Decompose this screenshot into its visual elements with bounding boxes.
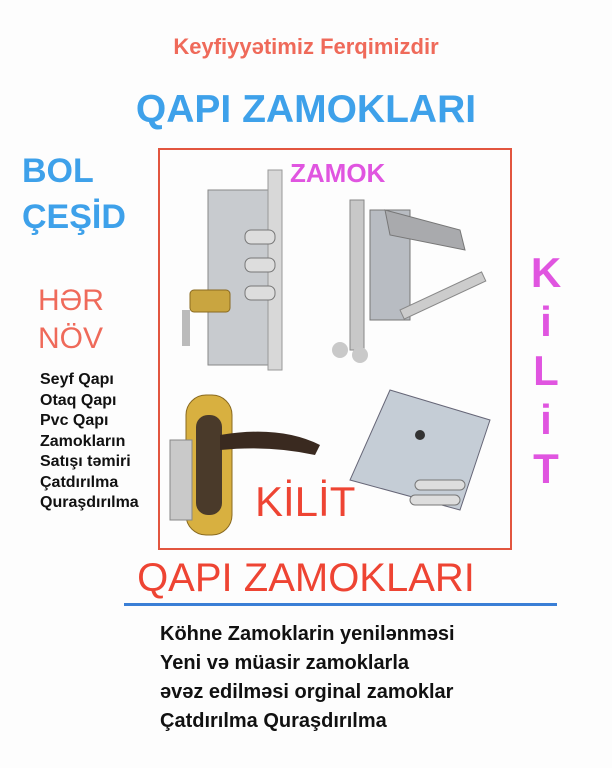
- vertical-letter: T: [533, 445, 559, 492]
- bol-text: BOL: [22, 152, 94, 190]
- vertical-letter: L: [533, 347, 559, 394]
- kilit-label: KİLİT: [255, 478, 356, 525]
- list-item: Pvc Qapı: [40, 412, 109, 429]
- list-item: Çatdırılma: [40, 473, 119, 491]
- service-list: [40, 370, 139, 514]
- her-text: HƏR: [38, 284, 104, 317]
- list-item: Quraşdırılma: [40, 494, 139, 511]
- vertical-letter: i: [540, 396, 552, 443]
- title-bottom: QAPI ZAMOKLARI: [137, 556, 475, 600]
- box-lock-image: [350, 390, 490, 510]
- list-item: Satışı təmiri: [40, 453, 131, 470]
- title-top: QAPI ZAMOKLARI: [135, 88, 477, 131]
- tagline: Keyfiyyətimiz Ferqimizdir: [173, 34, 439, 59]
- vertical-kilit: [526, 248, 566, 493]
- zamok-label: ZAMOK: [290, 158, 386, 188]
- description-line: əvəz edilməsi orginal zamoklar: [160, 681, 454, 703]
- list-item: Seyf Qapı: [40, 371, 114, 388]
- divider: [124, 603, 557, 606]
- list-item: Zamokların: [40, 432, 126, 450]
- list-item: Otaq Qapı: [40, 391, 117, 409]
- vertical-letter: K: [530, 249, 562, 296]
- description-line: Çatdırılma Quraşdırılma: [160, 710, 387, 732]
- nov-text: NÖV: [38, 322, 104, 355]
- vertical-letter: i: [540, 298, 552, 345]
- description-line: Yeni və müasir zamoklarla: [160, 652, 410, 674]
- safe-lock-image: [182, 170, 282, 370]
- description: [160, 620, 455, 736]
- description-line: Köhne Zamoklarin yenilənməsi: [160, 623, 455, 645]
- cesid-text: ÇEŞİD: [22, 198, 126, 236]
- handle-lock-image: [332, 200, 486, 363]
